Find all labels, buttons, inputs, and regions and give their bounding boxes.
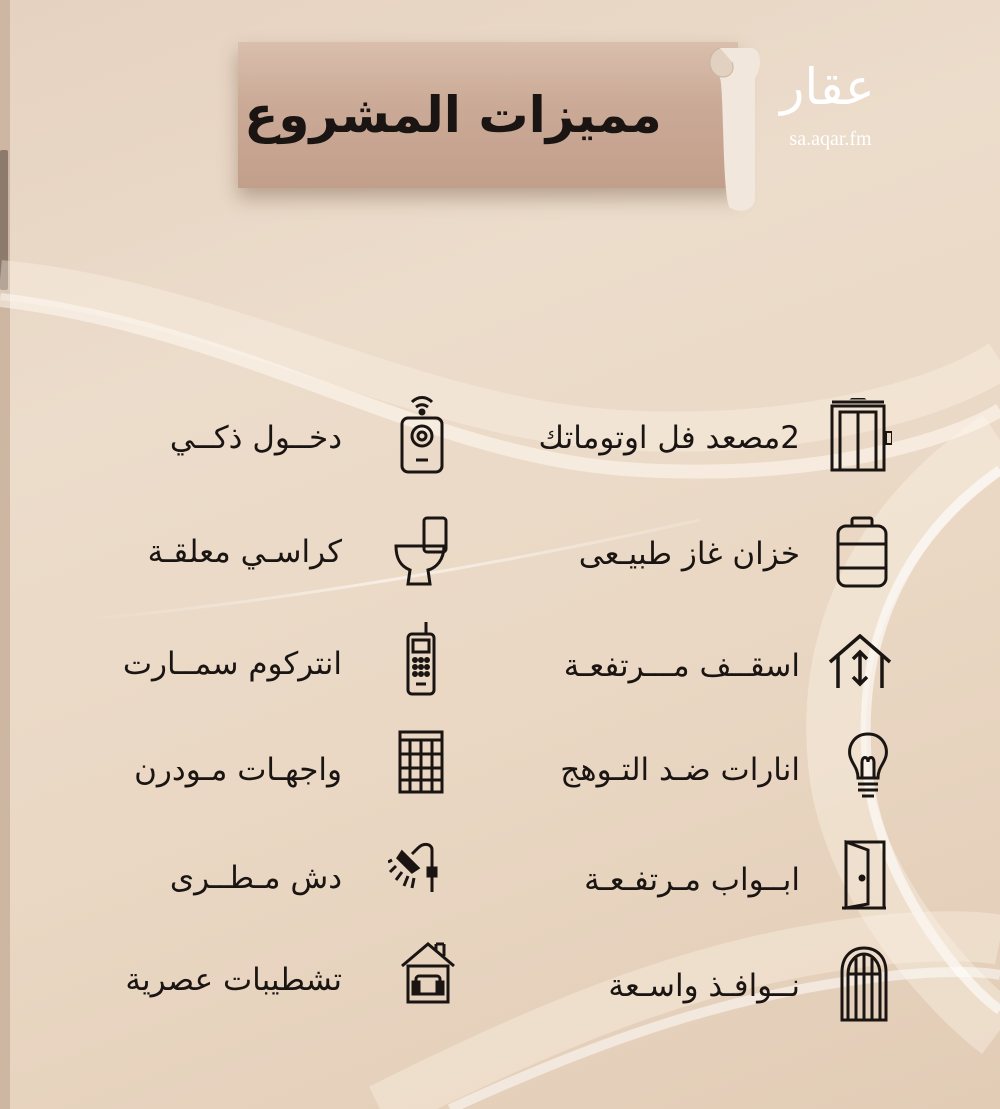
feature-label-wall-hung-toilets: كراسـي معلقـة: [147, 534, 342, 570]
gas-tank-icon: [836, 516, 888, 588]
feature-label-gas-tank: خزان غاز طبيـعى: [578, 536, 800, 572]
feature-label-wide-windows: نــوافـذ واسـعة: [608, 968, 800, 1004]
page-title: مميزات المشروع: [244, 86, 662, 144]
finishing-icon: [400, 942, 456, 1004]
paper-scroll-curl: [700, 48, 762, 213]
feature-label-smart-intercom: انتركوم سمــارت: [122, 646, 342, 682]
aqar-logo-url: sa.aqar.fm: [789, 128, 872, 150]
toilet-icon: [394, 516, 450, 586]
elevator-icon: [830, 398, 892, 472]
intercom-icon: [404, 620, 438, 696]
facade-icon: [398, 730, 444, 794]
high-ceiling-icon: [828, 634, 892, 690]
feature-label-anti-glare-lights: انارات ضـد التـوهج: [560, 752, 800, 788]
feature-label-high-doors: ابــواب مـرتفـعـة: [584, 862, 800, 898]
aqar-logo-word: عقار: [780, 58, 875, 116]
smart-entry-icon: [398, 392, 446, 474]
rain-shower-icon: [388, 842, 444, 894]
light-bulb-icon: [846, 732, 890, 802]
feature-label-modern-finishes: تشطيبات عصرية: [125, 962, 342, 998]
arched-window-icon: [838, 946, 890, 1022]
feature-label-high-ceiling: اسقــف مـــرتفعـة: [563, 648, 800, 684]
door-icon: [840, 840, 888, 910]
feature-label-modern-facades: واجهـات مـودرن: [134, 752, 342, 788]
feature-label-elevator: 2مصعد فل اوتوماتك: [538, 420, 800, 456]
feature-label-rain-shower: دش مـطــرى: [169, 860, 342, 896]
feature-label-smart-entry: دخــول ذكــي: [169, 420, 342, 456]
